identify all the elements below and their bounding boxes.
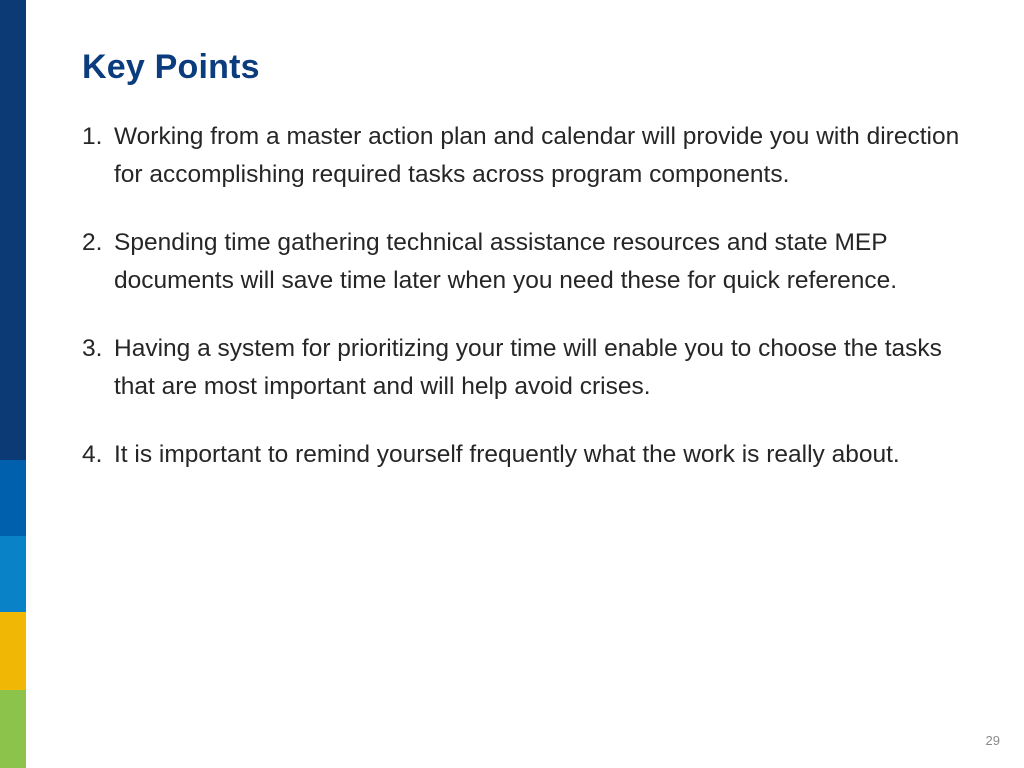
side-bar-gold-segment (0, 612, 26, 690)
key-point-text: Having a system for prioritizing your time will enable you to choose the tasks that are most important and will help avoid crises. (114, 335, 942, 400)
key-point-number: 1. (82, 123, 103, 150)
key-point-number: 3. (82, 335, 103, 362)
slide-title: Key Points (82, 48, 260, 86)
key-point-item (82, 436, 962, 474)
key-point-number: 4. (82, 441, 103, 468)
key-points-list (82, 118, 962, 504)
key-point-number: 2. (82, 229, 103, 256)
key-point-item (82, 330, 962, 406)
side-bar-blue-segment (0, 460, 26, 536)
side-bar-navy-segment (0, 0, 26, 460)
key-point-text: Spending time gathering technical assistance resources and state MEP documents will save time later when you need these for quick reference. (114, 229, 898, 294)
key-point-text: It is important to remind yourself frequently what the work is really about. (114, 441, 900, 468)
side-bar-green-segment (0, 690, 26, 768)
side-bar-sky-segment (0, 536, 26, 612)
page-number: 29 (985, 733, 1000, 748)
key-point-item (82, 118, 962, 194)
side-color-bar (0, 0, 26, 768)
key-point-text: Working from a master action plan and calendar will provide you with direction for accomplishing required tasks across program components. (114, 123, 960, 188)
key-point-item (82, 224, 962, 300)
